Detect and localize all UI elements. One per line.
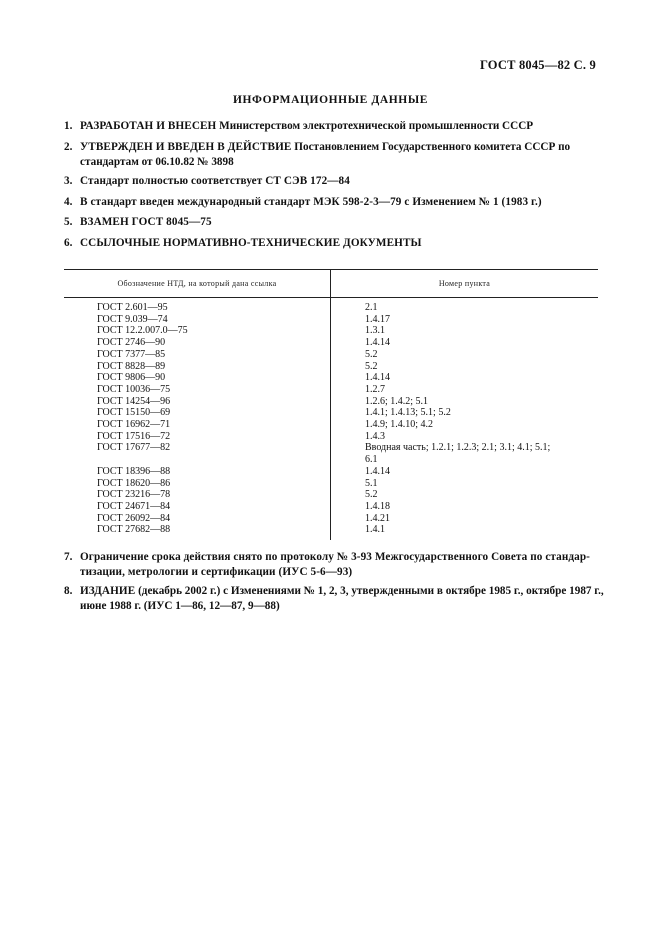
table-header-designation: Обозначение НТД, на который дана ссылка xyxy=(117,279,277,288)
item-lead: Ограничение срока действия снято по протоколу № 3-93 Межгосударственного Совета по стандар-тизации, метрологии и сертификации (ИУС 5-6—93) xyxy=(80,551,590,578)
clause-numbers: 1.4.14 xyxy=(365,337,390,349)
table-header-divider xyxy=(64,297,598,298)
table-row xyxy=(64,384,598,396)
ntd-designation: ГОСТ 16962—71 xyxy=(97,419,171,431)
item-lead: РАЗРАБОТАН И ВНЕСЕН xyxy=(80,120,217,132)
table-row xyxy=(64,361,598,373)
info-item-2 xyxy=(64,140,604,169)
item-lead: ВЗАМЕН ГОСТ 8045—75 xyxy=(80,216,212,228)
clause-numbers: Вводная часть; 1.2.1; 1.2.3; 2.1; 3.1; 4.1; 5.1; 6.1 xyxy=(365,442,551,466)
ntd-designation: ГОСТ 23216—78 xyxy=(97,489,171,501)
table-row xyxy=(64,407,598,419)
info-item-1 xyxy=(64,119,604,134)
clause-numbers: 5.2 xyxy=(365,489,378,501)
ntd-designation: ГОСТ 10036—75 xyxy=(97,383,171,395)
clause-numbers: 1.4.1; 1.4.13; 5.1; 5.2 xyxy=(365,407,451,419)
table-row xyxy=(64,524,598,536)
reference-documents-table xyxy=(64,269,598,540)
table-row xyxy=(64,489,598,501)
table-row xyxy=(64,431,598,443)
table-row xyxy=(64,466,598,478)
item-lead: ССЫЛОЧНЫЕ НОРМАТИВНО-ТЕХНИЧЕСКИЕ ДОКУМЕНТЫ xyxy=(80,237,422,249)
item-number: 3. xyxy=(64,175,73,187)
table-row xyxy=(64,314,598,326)
item-lead: Стандарт полностью соответствует СТ СЭВ 172—84 xyxy=(80,175,350,187)
clause-numbers: 1.2.6; 1.4.2; 5.1 xyxy=(365,395,429,407)
table-header-clause: Номер пункта xyxy=(438,279,491,288)
ntd-designation: ГОСТ 18620—86 xyxy=(97,477,171,489)
section-title: ИНФОРМАЦИОННЫЕ ДАННЫЕ xyxy=(232,94,429,106)
info-item-7 xyxy=(64,550,604,579)
info-item-8 xyxy=(64,584,604,613)
item-number: 7. xyxy=(64,551,73,563)
clause-numbers: 5.2 xyxy=(365,360,378,372)
item-lead: ИЗДАНИЕ xyxy=(80,585,136,597)
ntd-designation: ГОСТ 26092—84 xyxy=(97,512,171,524)
table-row xyxy=(64,513,598,525)
ntd-designation: ГОСТ 27682—88 xyxy=(97,524,171,536)
ntd-designation: ГОСТ 2.601—95 xyxy=(97,302,168,313)
item-text: Постановлением Государственного комитета СССР по стандартам от 06.10.82 № 3898 xyxy=(80,141,571,168)
clause-numbers: 1.4.14 xyxy=(365,465,390,477)
item-number: 6. xyxy=(64,237,73,249)
item-lead: В стандарт введен международный стандарт МЭК 598-2-3—79 с Изменением № 1 (1983 г.) xyxy=(80,196,542,208)
clause-numbers: 1.4.1 xyxy=(365,524,385,536)
table-row xyxy=(64,349,598,361)
ntd-designation: ГОСТ 2746—90 xyxy=(97,337,166,349)
item-lead: УТВЕРЖДЕН И ВВЕДЕН В ДЕЙСТВИЕ xyxy=(80,141,292,153)
item-number: 1. xyxy=(64,120,73,132)
table-row xyxy=(64,337,598,349)
info-item-6 xyxy=(64,236,604,251)
clause-numbers: 5.1 xyxy=(365,477,378,489)
item-number: 4. xyxy=(64,196,73,208)
table-row xyxy=(64,396,598,408)
ntd-designation: ГОСТ 18396—88 xyxy=(97,465,171,477)
item-text: Министерством электротехнической промышленности СССР xyxy=(216,120,534,132)
info-item-3 xyxy=(64,174,604,189)
clause-numbers: 1.3.1 xyxy=(365,325,385,337)
ntd-designation: ГОСТ 12.2.007.0—75 xyxy=(97,325,188,337)
ntd-designation: ГОСТ 8828—89 xyxy=(97,360,166,372)
clause-numbers: 1.4.21 xyxy=(365,512,390,524)
table-row xyxy=(64,302,598,314)
ntd-designation: ГОСТ 15150—69 xyxy=(97,407,171,419)
ntd-designation: ГОСТ 9806—90 xyxy=(97,372,166,384)
item-number: 8. xyxy=(64,585,73,597)
clause-numbers: 5.2 xyxy=(365,348,378,360)
item-number: 5. xyxy=(64,216,73,228)
ntd-designation: ГОСТ 17516—72 xyxy=(97,430,171,442)
table-row xyxy=(64,501,598,513)
item-number: 2. xyxy=(64,141,73,153)
page-header-doc-ref: ГОСТ 8045—82 С. 9 xyxy=(479,58,596,72)
clause-numbers: 1.4.9; 1.4.10; 4.2 xyxy=(365,419,434,431)
table-row xyxy=(64,419,598,431)
clause-numbers: 1.4.18 xyxy=(365,500,390,512)
table-body xyxy=(64,302,598,536)
clause-numbers: 1.4.14 xyxy=(365,372,390,384)
clause-numbers: 2.1 xyxy=(365,302,378,313)
info-item-5 xyxy=(64,215,604,230)
ntd-designation: ГОСТ 14254—96 xyxy=(97,395,171,407)
ntd-designation: ГОСТ 17677—82 xyxy=(97,442,171,454)
clause-numbers: 1.2.7 xyxy=(365,383,385,395)
ntd-designation: ГОСТ 7377—85 xyxy=(97,348,166,360)
item-text: (декабрь 2002 г.) с Изменениями № 1, 2, 3, утвержденными в октябре 1985 г., октябре 1987 г., июне 1988 г. (ИУС 1—86, 12—87, 9—88) xyxy=(80,585,604,612)
info-item-4 xyxy=(64,195,604,210)
clause-numbers: 1.4.3 xyxy=(365,430,385,442)
table-row xyxy=(64,478,598,490)
table-row xyxy=(64,442,598,465)
table-row xyxy=(64,372,598,384)
clause-numbers: 1.4.17 xyxy=(365,313,390,325)
ntd-designation: ГОСТ 9.039—74 xyxy=(97,313,168,325)
ntd-designation: ГОСТ 24671—84 xyxy=(97,500,171,512)
table-row xyxy=(64,325,598,337)
